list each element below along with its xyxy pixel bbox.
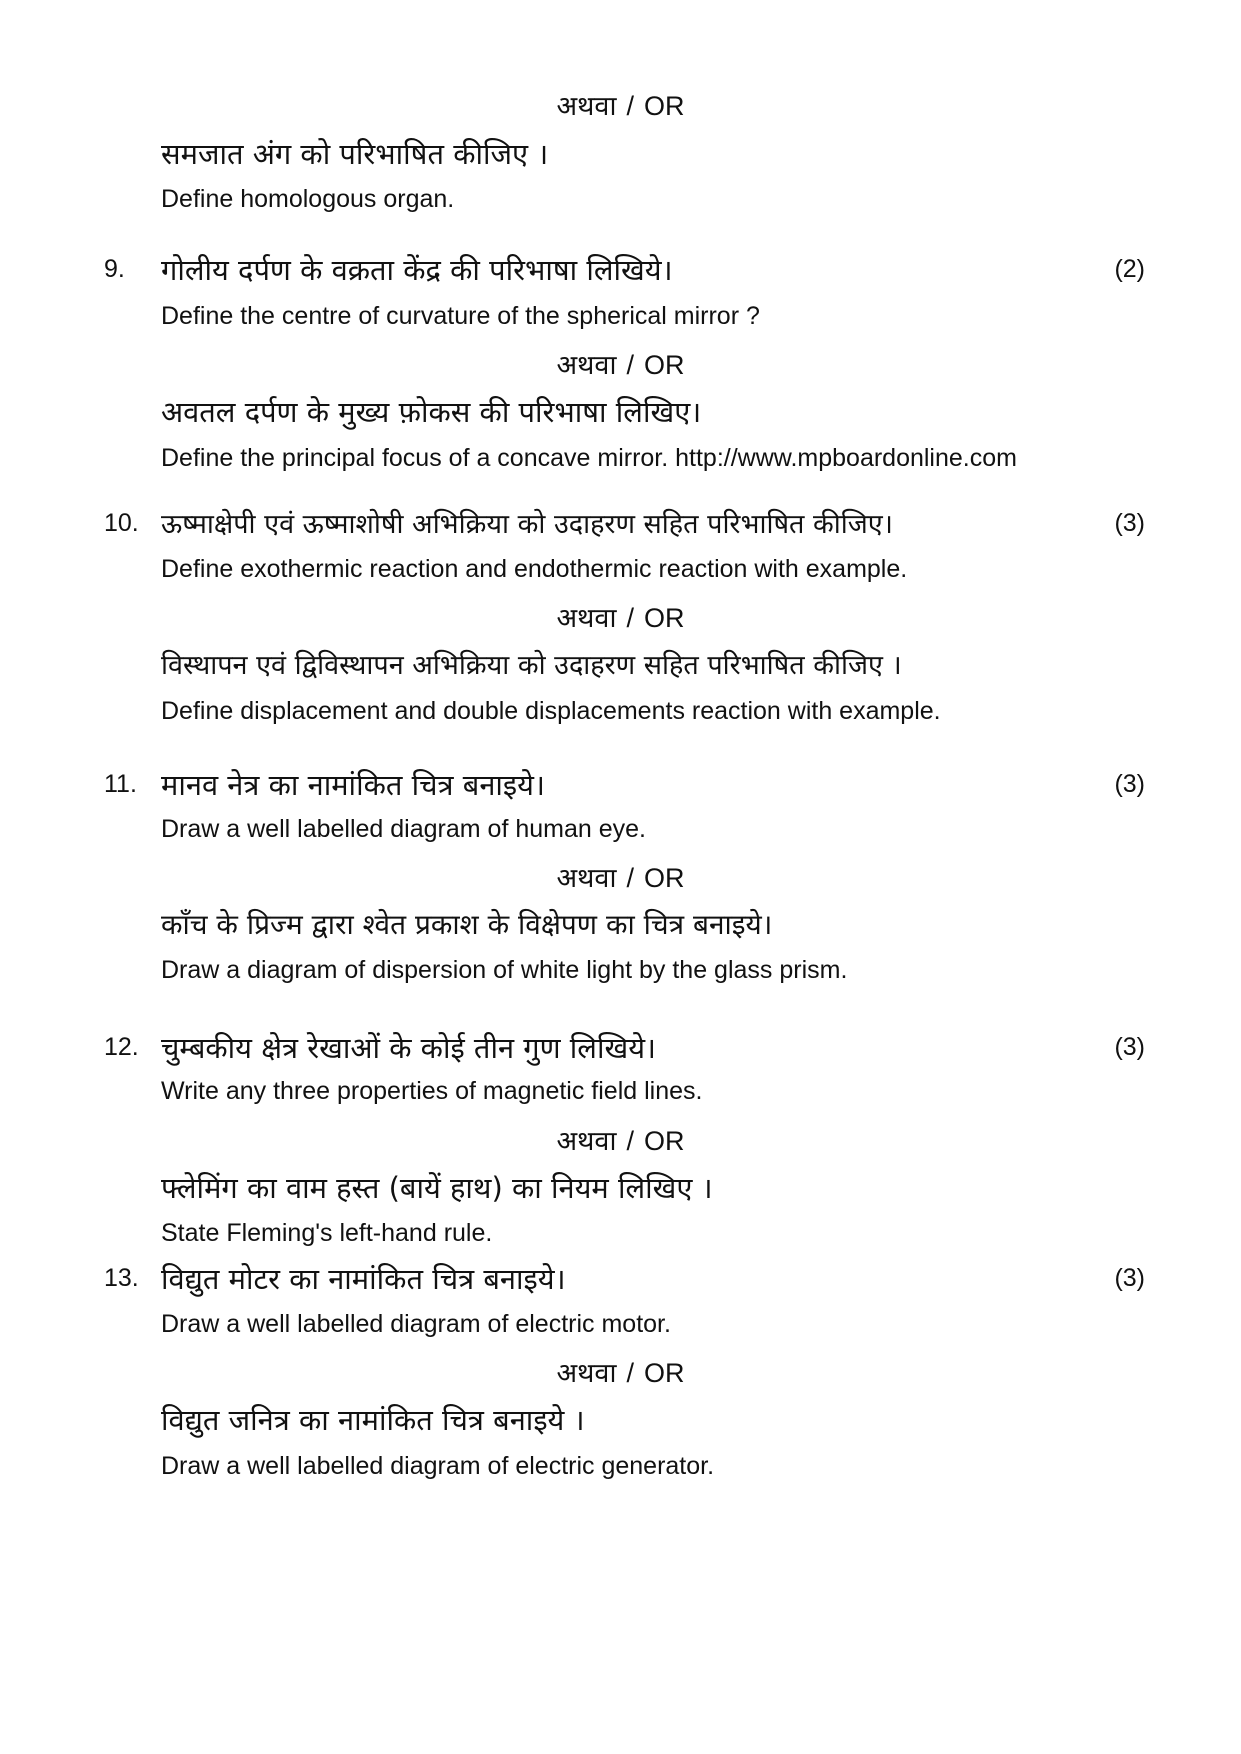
alternative-english-text: Draw a diagram of dispersion of white light by the glass prism. bbox=[161, 956, 848, 984]
or-separator: / bbox=[626, 350, 634, 380]
or-divider bbox=[0, 1121, 1241, 1158]
or-divider bbox=[0, 1353, 1241, 1390]
or-english: OR bbox=[643, 350, 685, 380]
or-separator: / bbox=[626, 603, 634, 633]
question-english-text: Draw a well labelled diagram of human eye. bbox=[161, 815, 646, 843]
or-divider bbox=[0, 598, 1241, 635]
or-hindi: अथवा bbox=[556, 863, 617, 893]
question-marks: (3) bbox=[1114, 1264, 1145, 1292]
or-hindi: अथवा bbox=[556, 91, 617, 121]
alternative-english-text: State Fleming's left-hand rule. bbox=[161, 1219, 493, 1247]
question-english-text: Draw a well labelled diagram of electric motor. bbox=[161, 1310, 671, 1338]
question-number: 12. bbox=[104, 1033, 139, 1061]
alternative-english-text: Define the principal focus of a concave mirror. http://www.mpboardonline.com bbox=[161, 444, 1017, 472]
question-hindi-text: विद्युत मोटर का नामांकित चित्र बनाइये। bbox=[161, 1262, 566, 1296]
or-english: OR bbox=[643, 863, 685, 893]
question-hindi-text: मानव नेत्र का नामांकित चित्र बनाइये। bbox=[161, 768, 545, 802]
or-hindi: अथवा bbox=[556, 603, 617, 633]
question-hindi-text: ऊष्माक्षेपी एवं ऊष्माशोषी अभिक्रिया को उदाहरण सहित परिभाषित कीजिए। bbox=[161, 509, 893, 540]
or-hindi: अथवा bbox=[556, 350, 617, 380]
alternative-hindi-text: फ्लेमिंग का वाम हस्त (बायें हाथ) का नियम लिखिए । bbox=[161, 1171, 713, 1205]
or-divider bbox=[0, 345, 1241, 382]
alternative-english-text: Define displacement and double displacements reaction with example. bbox=[161, 697, 941, 725]
question-hindi-text: गोलीय दर्पण के वक्रता केंद्र की परिभाषा लिखिये। bbox=[161, 253, 673, 287]
or-english: OR bbox=[643, 1358, 685, 1388]
question-english-text: Write any three properties of magnetic field lines. bbox=[161, 1077, 703, 1105]
question-number: 10. bbox=[104, 509, 139, 537]
or-english: OR bbox=[643, 603, 685, 633]
or-divider bbox=[0, 858, 1241, 895]
or-divider bbox=[0, 86, 1241, 123]
question-marks: (2) bbox=[1114, 255, 1145, 283]
question-marks: (3) bbox=[1114, 1033, 1145, 1061]
or-hindi: अथवा bbox=[556, 1126, 617, 1156]
question-english-text: Define exothermic reaction and endothermic reaction with example. bbox=[161, 555, 908, 583]
alternative-hindi-text: काँच के प्रिज्म द्वारा श्वेत प्रकाश के विक्षेपण का चित्र बनाइये। bbox=[161, 908, 773, 941]
question-marks: (3) bbox=[1114, 509, 1145, 537]
alternative-english-text: Draw a well labelled diagram of electric generator. bbox=[161, 1452, 715, 1480]
or-separator: / bbox=[626, 1358, 634, 1388]
question-number: 9. bbox=[104, 255, 125, 283]
intro-english-text: Define homologous organ. bbox=[161, 185, 455, 213]
question-marks: (3) bbox=[1114, 770, 1145, 798]
or-separator: / bbox=[626, 863, 634, 893]
question-hindi-text: चुम्बकीय क्षेत्र रेखाओं के कोई तीन गुण लिखिये। bbox=[161, 1031, 657, 1065]
alternative-hindi-text: अवतल दर्पण के मुख्य फ़ोकस की परिभाषा लिखिए। bbox=[161, 395, 702, 429]
question-number: 11. bbox=[104, 770, 137, 798]
or-hindi: अथवा bbox=[556, 1358, 617, 1388]
question-english-text: Define the centre of curvature of the spherical mirror ? bbox=[161, 302, 760, 330]
question-number: 13. bbox=[104, 1264, 139, 1292]
alternative-hindi-text: विद्युत जनित्र का नामांकित चित्र बनाइये । bbox=[161, 1403, 585, 1437]
alternative-hindi-text: विस्थापन एवं द्विविस्थापन अभिक्रिया को उदाहरण सहित परिभाषित कीजिए । bbox=[161, 650, 902, 681]
or-separator: / bbox=[626, 1126, 634, 1156]
or-separator: / bbox=[626, 91, 634, 121]
or-english: OR bbox=[643, 1126, 685, 1156]
or-english: OR bbox=[643, 91, 685, 121]
intro-hindi-text: समजात अंग को परिभाषित कीजिए । bbox=[161, 137, 549, 171]
